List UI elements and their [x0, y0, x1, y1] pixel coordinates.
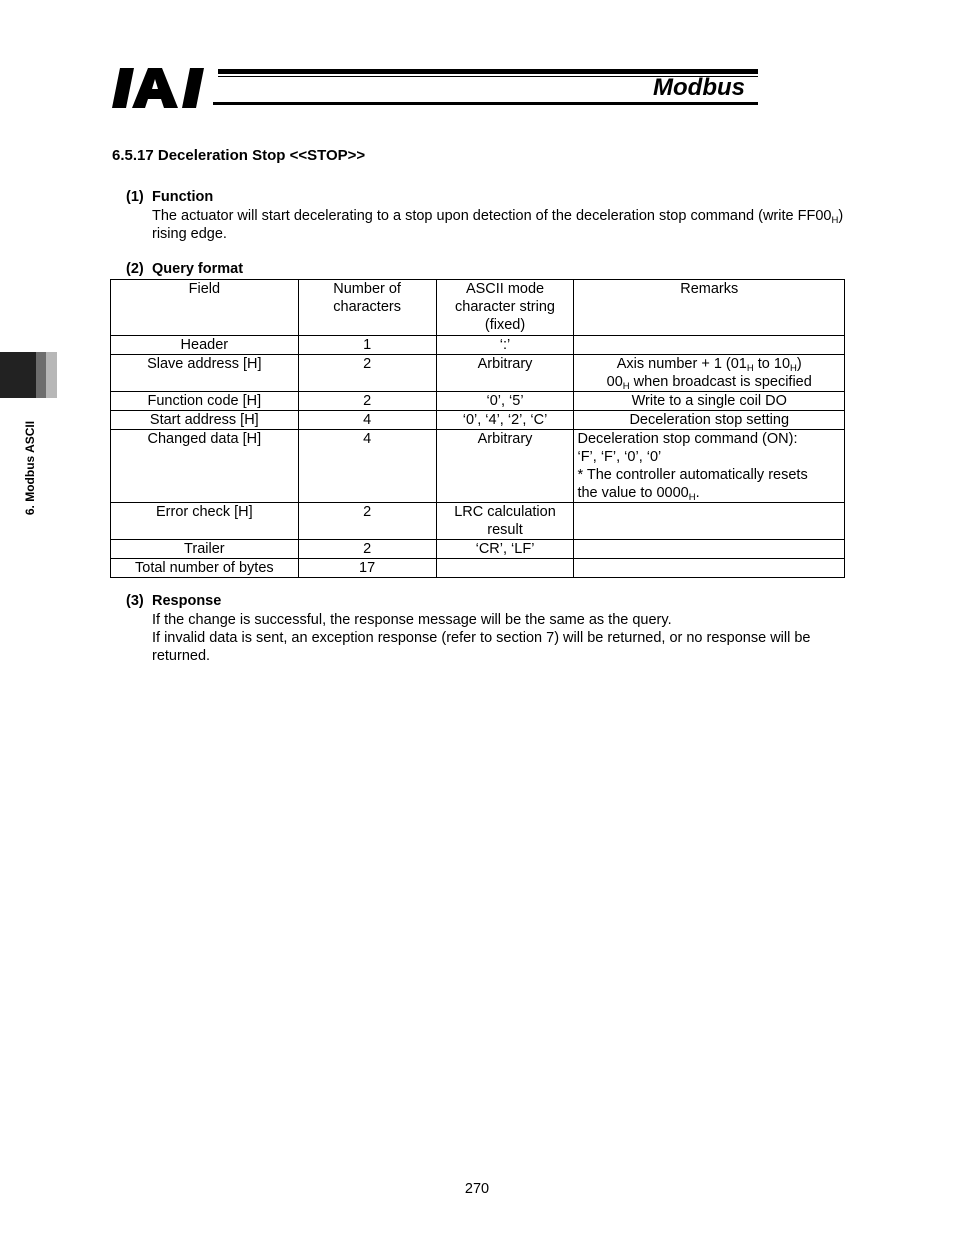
- remarks-cell: [574, 503, 845, 540]
- page-number: 270: [464, 1181, 490, 1197]
- iai-logo: [112, 68, 218, 108]
- response-title: Response: [152, 593, 222, 609]
- remark-sub: H: [688, 492, 696, 503]
- table-row: [111, 503, 845, 540]
- chars-cell: 1: [298, 336, 436, 355]
- field-cell: Function code [H]: [111, 392, 299, 411]
- brand-title: Modbus: [653, 74, 745, 101]
- query-number: (2): [126, 261, 144, 277]
- chars-cell: 4: [298, 411, 436, 430]
- header-cell: Remarks: [574, 280, 845, 336]
- table-row: [111, 392, 845, 411]
- function-text: [152, 207, 852, 243]
- chapter-label: 6. Modbus ASCII: [23, 420, 37, 516]
- ascii-cell: [436, 559, 574, 578]
- response-number: (3): [126, 593, 144, 609]
- response-line: If the change is successful, the response message will be the same as the query.: [152, 612, 672, 628]
- remark-text: ‘F’, ‘F’, ‘0’, ‘0’: [577, 449, 662, 465]
- remark-text: when broadcast is specified: [629, 374, 812, 390]
- remarks-cell: Deceleration stop setting: [574, 411, 845, 430]
- function-text-b: ) rising edge.: [152, 208, 844, 242]
- function-text-a: The actuator will start decelerating to a stop upon detection of the deceleration stop command (write FF00: [152, 208, 832, 224]
- function-title: Function: [152, 189, 214, 205]
- remark-sub: H: [622, 381, 630, 392]
- remark-text: to 10: [753, 356, 791, 372]
- chars-cell: 2: [298, 540, 436, 559]
- remarks-cell: Write to a single coil DO: [574, 392, 845, 411]
- remark-text: ): [796, 356, 802, 372]
- field-cell: Changed data [H]: [111, 430, 299, 503]
- remarks-cell: [574, 540, 845, 559]
- function-number: (1): [126, 189, 144, 205]
- table-row: [111, 540, 845, 559]
- field-cell: Slave address [H]: [111, 355, 299, 392]
- table-row: [111, 355, 845, 392]
- ascii-cell: ‘:’: [436, 336, 574, 355]
- chapter-tab-mid: [36, 352, 46, 398]
- response-text: [152, 611, 852, 665]
- remark-sub: H: [790, 363, 797, 374]
- header-cell: Field: [111, 280, 299, 336]
- field-cell: Header: [111, 336, 299, 355]
- response-heading: [126, 593, 221, 609]
- chars-cell: 17: [298, 559, 436, 578]
- remarks-cell: [574, 355, 845, 392]
- remarks-cell: [574, 336, 845, 355]
- section-title: 6.5.17 Deceleration Stop <<STOP>>: [112, 147, 366, 164]
- field-cell: Total number of bytes: [111, 559, 299, 578]
- response-line: If invalid data is sent, an exception response (refer to section 7) will be returned, or no response will be returned.: [152, 630, 811, 664]
- chars-cell: 2: [298, 355, 436, 392]
- remarks-cell: [574, 559, 845, 578]
- header-cell: Number of characters: [298, 280, 436, 336]
- table-header-row: [111, 280, 845, 336]
- table-row: [111, 336, 845, 355]
- ascii-cell: Arbitrary: [436, 355, 574, 392]
- function-sub: H: [831, 215, 839, 226]
- function-heading: [126, 189, 213, 205]
- header-cell: ASCII mode character string (fixed): [436, 280, 574, 336]
- field-cell: Start address [H]: [111, 411, 299, 430]
- remark-text: Deceleration stop command (ON):: [577, 431, 798, 447]
- chars-cell: 4: [298, 430, 436, 503]
- table-row: [111, 430, 845, 503]
- field-cell: Error check [H]: [111, 503, 299, 540]
- field-cell: Trailer: [111, 540, 299, 559]
- ascii-cell: LRC calculation result: [436, 503, 574, 540]
- header-rule-bottom: [213, 102, 758, 105]
- chapter-tab-light: [46, 352, 57, 398]
- ascii-cell: ‘0’, ‘4’, ‘2’, ‘C’: [436, 411, 574, 430]
- remark-sub: H: [746, 363, 754, 374]
- ascii-cell: ‘CR’, ‘LF’: [436, 540, 574, 559]
- query-format-table: [110, 279, 845, 578]
- ascii-cell: ‘0’, ‘5’: [436, 392, 574, 411]
- remark-text: Axis number + 1 (01: [616, 356, 747, 372]
- chapter-tab: [0, 352, 36, 398]
- query-heading: [126, 261, 243, 277]
- ascii-cell: Arbitrary: [436, 430, 574, 503]
- chars-cell: 2: [298, 392, 436, 411]
- query-title: Query format: [152, 261, 244, 277]
- remark-text: the value to 0000: [577, 485, 689, 501]
- remarks-cell: [574, 430, 845, 503]
- remark-text: .: [695, 485, 700, 501]
- remark-text: * The controller automatically resets: [577, 467, 808, 483]
- table-row: [111, 411, 845, 430]
- chars-cell: 2: [298, 503, 436, 540]
- table-row: [111, 559, 845, 578]
- remark-text: 00: [606, 374, 623, 390]
